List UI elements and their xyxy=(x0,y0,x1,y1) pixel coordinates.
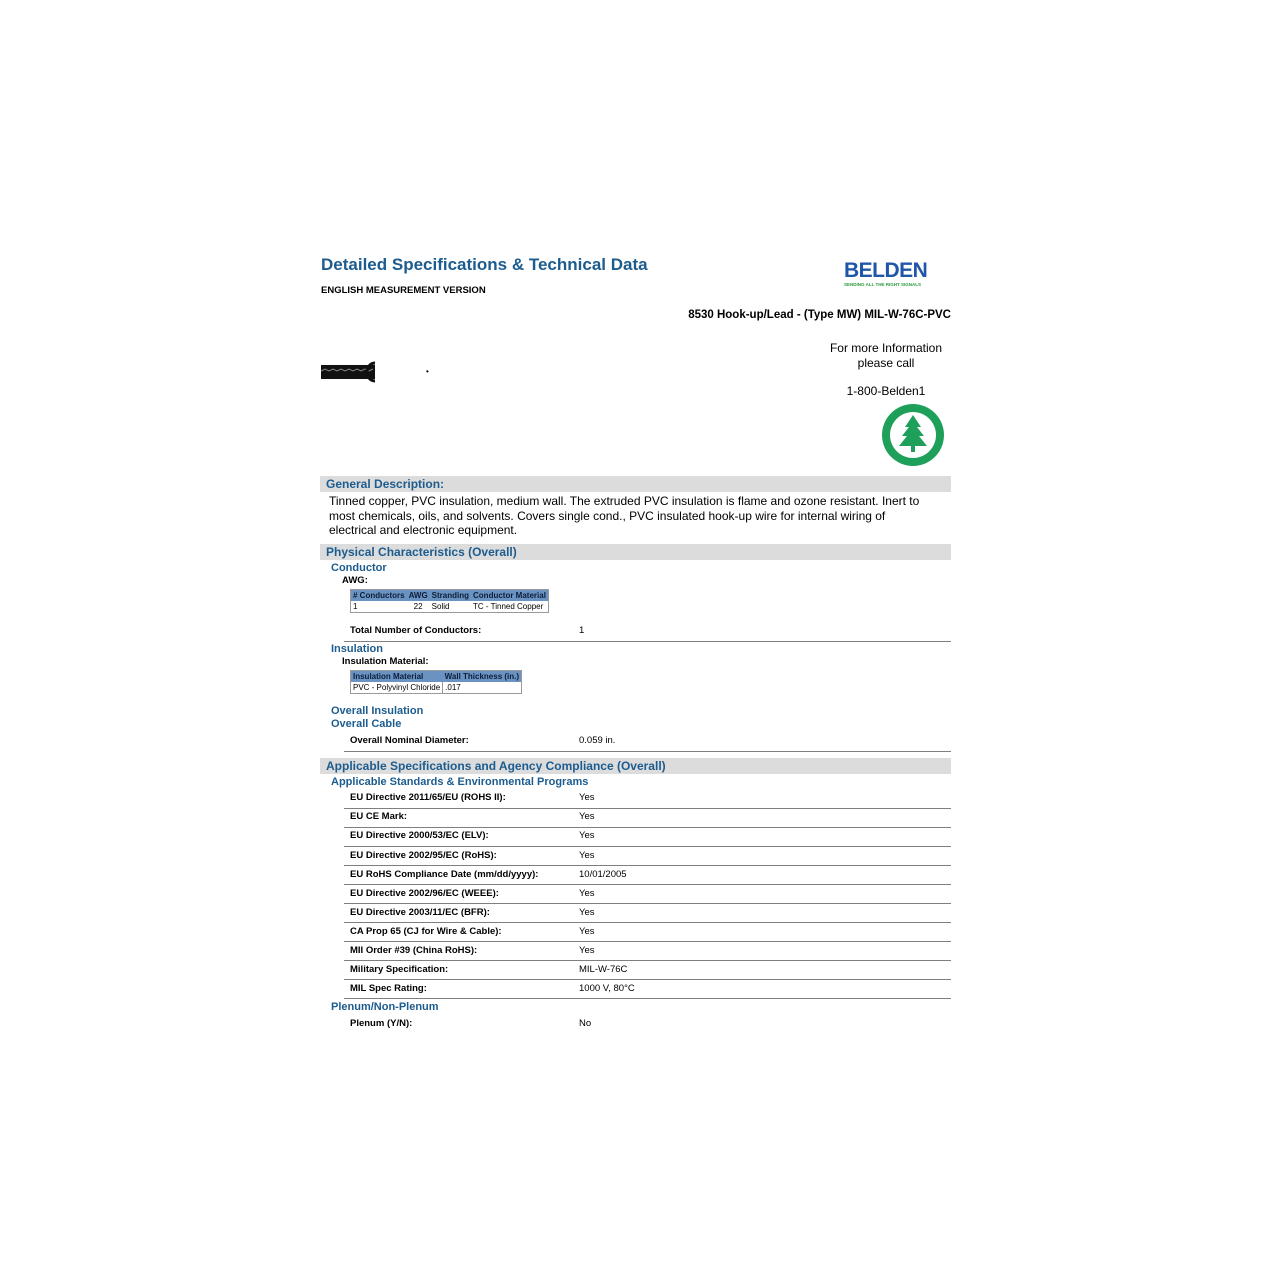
awg-table-cell: 1 xyxy=(351,601,407,613)
spec-value: Yes xyxy=(579,907,595,918)
spec-label: EU Directive 2000/53/EC (ELV): xyxy=(350,830,489,841)
spec-value: MIL-W-76C xyxy=(579,964,628,975)
overall-insulation-heading: Overall Insulation xyxy=(331,705,424,717)
awg-table-header: Conductor Material xyxy=(471,590,548,602)
spec-label: EU Directive 2011/65/EU (ROHS II): xyxy=(350,792,506,803)
cable-marker: • xyxy=(426,367,429,376)
info-line-1: For more Information xyxy=(829,341,943,355)
spec-value: 1000 V, 80°C xyxy=(579,983,635,994)
divider xyxy=(344,846,951,847)
awg-table xyxy=(350,589,549,613)
divider xyxy=(344,979,951,980)
spec-label: EU Directive 2003/11/EC (BFR): xyxy=(350,907,490,918)
logo-tagline: SENDING ALL THE RIGHT SIGNALS xyxy=(844,282,922,287)
spec-label: Military Specification: xyxy=(350,964,449,975)
awg-table-header: Stranding xyxy=(431,591,470,600)
awg-table-cell: 22 xyxy=(407,601,430,613)
spec-label: CA Prop 65 (CJ for Wire & Cable): xyxy=(350,926,502,937)
insulation-material-label: Insulation Material: xyxy=(342,656,429,667)
page-subtitle: ENGLISH MEASUREMENT VERSION xyxy=(321,285,486,296)
info-text xyxy=(822,341,950,370)
divider xyxy=(344,865,951,866)
conductor-heading: Conductor xyxy=(331,562,387,574)
spec-value: Yes xyxy=(579,792,595,803)
divider xyxy=(344,827,951,828)
overall-diameter-label: Overall Nominal Diameter: xyxy=(350,735,469,746)
total-conductors-label: Total Number of Conductors: xyxy=(350,625,482,636)
phone-number: 1-800-Belden1 xyxy=(846,384,926,398)
info-line-2: please call xyxy=(857,355,915,370)
insulation-heading: Insulation xyxy=(331,643,383,655)
divider xyxy=(344,922,951,923)
general-description-text: Tinned copper, PVC insulation, medium wall. The extruded PVC insulation is flame and ozone resistant. Inert to most chemicals, oils, and solvents. Covers single cond., PVC insulated hook-up wire for internal wiring of electrical and electronic equipment. xyxy=(329,494,920,538)
insulation-table-header: Wall Thickness (in.) xyxy=(443,671,522,683)
insulation-table-cell: .017 xyxy=(443,682,522,694)
insulation-table-header: Insulation Material xyxy=(351,671,443,683)
logo-wordmark: BELDEN xyxy=(844,259,928,282)
cable-image xyxy=(321,359,381,383)
spec-value: Yes xyxy=(579,888,595,899)
spec-label: MII Order #39 (China RoHS): xyxy=(350,945,478,956)
spec-label: EU Directive 2002/95/EC (RoHS): xyxy=(350,850,497,861)
rohs-tree-icon xyxy=(881,403,945,467)
spec-value: Yes xyxy=(579,811,595,822)
plenum-label: Plenum (Y/N): xyxy=(350,1018,413,1029)
divider xyxy=(344,808,951,809)
divider xyxy=(344,751,951,752)
product-name: 8530 Hook-up/Lead - (Type MW) MIL-W-76C-PVC xyxy=(688,309,951,321)
awg-table-cell: TC - Tinned Copper xyxy=(471,601,548,613)
physical-characteristics-heading: Physical Characteristics (Overall) xyxy=(320,544,951,560)
spec-value: 10/01/2005 xyxy=(579,869,627,880)
spec-label: EU Directive 2002/96/EC (WEEE): xyxy=(350,888,499,899)
total-conductors-value: 1 xyxy=(579,625,585,636)
awg-table-header: # Conductors xyxy=(351,590,407,602)
divider xyxy=(344,998,951,999)
spec-value: Yes xyxy=(579,926,595,937)
awg-table-header: AWG xyxy=(408,591,428,600)
spec-value: Yes xyxy=(579,945,595,956)
spec-label: EU CE Mark: xyxy=(350,811,408,822)
page-title: Detailed Specifications & Technical Data xyxy=(321,255,648,274)
awg-label: AWG: xyxy=(342,575,368,586)
overall-cable-heading: Overall Cable xyxy=(331,718,402,730)
plenum-value: No xyxy=(579,1018,592,1029)
divider xyxy=(344,884,951,885)
spec-label: MIL Spec Rating: xyxy=(350,983,427,994)
spec-value: Yes xyxy=(579,830,595,841)
general-description-heading: General Description: xyxy=(320,476,951,492)
awg-table-cell: Solid xyxy=(430,601,471,613)
specifications-heading: Applicable Specifications and Agency Compliance (Overall) xyxy=(320,758,951,774)
divider xyxy=(344,941,951,942)
overall-diameter-value: 0.059 in. xyxy=(579,735,616,746)
divider xyxy=(344,641,951,642)
belden-logo xyxy=(844,260,940,292)
standards-heading: Applicable Standards & Environmental Programs xyxy=(331,776,589,788)
spec-label: EU RoHS Compliance Date (mm/dd/yyyy): xyxy=(350,869,539,880)
insulation-table-cell: PVC - Polyvinyl Chloride xyxy=(351,682,443,694)
plenum-heading: Plenum/Non-Plenum xyxy=(331,1001,439,1013)
spec-value: Yes xyxy=(579,850,595,861)
divider xyxy=(344,903,951,904)
divider xyxy=(344,960,951,961)
insulation-table xyxy=(350,670,522,694)
